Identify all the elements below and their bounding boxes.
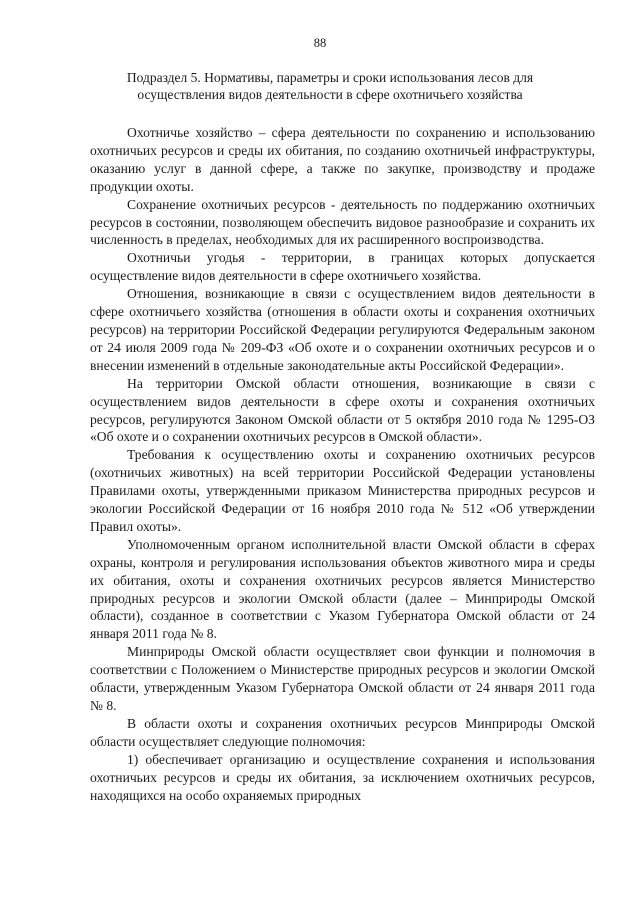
paragraph: Минприроды Омской области осуществляет свои функции и полномочия в соответствии с Положением о Министерстве природных ресурсов и экологии Омской области, утвержденным Указом Губернатора Омской области от 24 января 2011 года № 8.: [90, 644, 595, 713]
paragraph: Отношения, возникающие в связи с осуществлением видов деятельности в сфере охотничьего хозяйства (отношения в области охоты и сохранения охотничьих ресурсов) на территории Российской Федерации регулируются Федеральным законом от 24 июля 2009 года № 209-ФЗ «Об охоте и о сохранении охотничьих ресурсов и о внесении изменений в отдельные законодательные акты Российской Федерации».: [90, 286, 595, 373]
paragraph: Уполномоченным органом исполнительной власти Омской области в сферах охраны, контроля и регулирования использования объектов животного мира и среды их обитания, охоты и сохранения охотничьих ресурсов является Министерство природных ресурсов и экологии Омской области (далее – Минприроды Омской области), созданное в соответствии с Указом Губернатора Омской области от 24 января 2011 года № 8.: [90, 536, 595, 642]
paragraph: Охотничьи угодья - территории, в границах которых допускается осуществление видов деятельности в сфере охотничьего хозяйства.: [90, 250, 595, 284]
paragraph: На территории Омской области отношения, возникающие в связи с осуществлением видов деятельности в сфере охоты и сохранения охотничьих ресурсов, регулируются Законом Омской области от 5 октября 2010 года № 1295-ОЗ «Об охоте и о сохранении охотничьих ресурсов в Омской области».: [90, 375, 595, 445]
paragraph: 1) обеспечивает организацию и осуществление сохранения и использования охотничьих ресурсов и среды их обитания, за исключением охотничьих ресурсов, находящихся на особо охраняемых природных: [90, 751, 595, 803]
paragraph: Требования к осуществлению охоты и сохранению охотничьих ресурсов (охотничьих животных) на всей территории Российской Федерации установлены Правилами охоты, утвержденными приказом Министерства природных ресурсов и экологии Российской Федерации от 16 ноября 2010 года № 512 «Об утверждении Правил охоты».: [90, 447, 595, 534]
body-text: [90, 124, 595, 804]
paragraph: Сохранение охотничьих ресурсов - деятельность по поддержанию охотничьих ресурсов в состоянии, позволяющем обеспечить видовое разнообразие и сохранить их численность в пределах, необходимых для их расширенного воспроизводства.: [90, 196, 595, 248]
section-heading: Подраздел 5. Нормативы, параметры и сроки использования лесов для осуществления видов деятельности в сфере охотничьего хозяйства: [126, 70, 534, 102]
paragraph: Охотничье хозяйство – сфера деятельности по сохранению и использованию охотничьих ресурсов и среды их обитания, по созданию охотничьей инфраструктуры, оказанию услуг в данной сфере, а также по закупке, производству и продаже продукции охоты.: [90, 125, 595, 194]
paragraph: В области охоты и сохранения охотничьих ресурсов Минприроды Омской области осуществляет следующие полномочия:: [90, 715, 595, 749]
page-number: 88: [313, 36, 327, 50]
